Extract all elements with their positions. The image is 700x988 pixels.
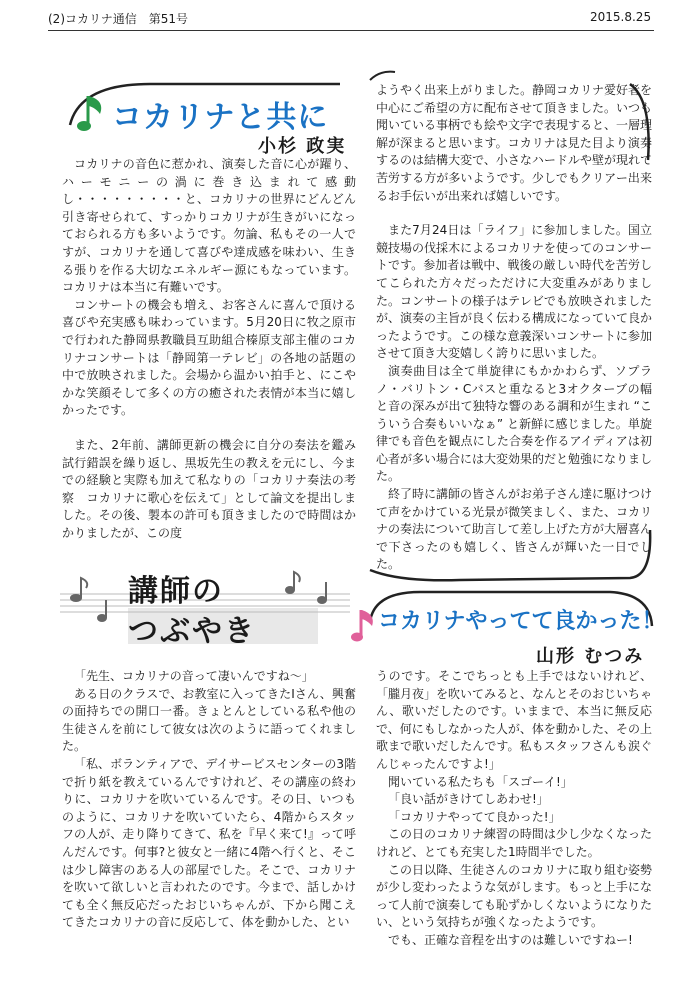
music-note-icon: [74, 92, 110, 138]
column-paragraph: 「先生、コカリナの音って凄いんですね〜」: [74, 669, 314, 683]
article2-title: コカリナやってて良かった！: [378, 609, 664, 634]
newsletter-issue: (2)コカリナ通信 第51号: [48, 12, 189, 26]
article1-paragraph: 演奏曲目は全て単旋律にもかかわらず、ソプラノ・バリトン・Cバスと重なると3オクターブの幅と音の深みが出て独特な響のある調和が生まれ “こういう合奏もいいなぁ” と新鮮に感じました。単旋律でも音色を観点にした合奏を作るアイディアは初心者が多い場合には大変効果的だと勉強になりました。: [376, 363, 653, 484]
article1-author: 小杉 政実: [258, 136, 347, 157]
article2-paragraph: でも、正確な音程を出すのは難しいですねー!: [388, 932, 633, 947]
article2-author: 山形 むつみ: [536, 646, 645, 667]
article1-left-column: [62, 156, 356, 542]
article2-paragraph: この日のコカリナ練習の時間は少し少なくなったけれど、とても充実した1時間半でした。: [376, 827, 652, 859]
article1-paragraph: また、2年前、講師更新の機会に自分の奏法を鑑み試行錯誤を繰り返し、黒坂先生の教えを元にし、今までの経験と実際も加えて私なりの「コカリナ奏法の考察 コカリナに歌心を伝えて」として論文を提出しました。その後、製本の許可も頂きましたので時間はかかりましたが、この度: [62, 437, 356, 540]
article1-paragraph: 終了時に講師の皆さんがお弟子さん達に駆けつけて声をかけている光景が微笑ましく、また、コカリナの奏法について助言して差し上げた方が大層喜んで下さったのも嬉しく、皆さんが輝いた一日でした。: [376, 487, 653, 572]
article1-paragraph: コンサートの機会も増え、お客さんに喜んで頂ける喜びや充実感も味わっています。5月20日に牧之原市で行われた静岡県教職員互助組合榛原支部主催のコカリナコンサートは「静岡第一テレビ」の各地の話題の中で放映されました。会場から温かい拍手と、にこやかな笑顔そして多くの方の癒された表情が本当に嬉しかったです。: [62, 297, 356, 418]
article2-paragraph: うのです。そこでちっとも上手ではないけれど、「朧月夜」を吹いてみると、なんとそのおじいちゃん、歌いだしたのです。いままで、本当に無反応で、何にもしなかった人が、体を動かした、その上歌まで歌いだしたんです。私もスタッフさんも涙ぐんじゃったんですよ!」: [376, 669, 653, 771]
column-paragraph: ある日のクラスで、お教室に入ってきたIさん、興奮の面持ちでの開口一番。きょとんとしている私や他の生徒さんを前にして彼女は次のように語ってくれました。: [62, 686, 356, 754]
article2-text: [376, 668, 652, 950]
column-title-line1: 講師の: [128, 574, 224, 609]
header-rule: [48, 30, 654, 31]
article1-paragraph: また7月24日は「ライフ」に参加しました。国立競技場の伐採木によるコカリナを使ってのコンサートです。参加者は戦中、戦後の厳しい時代を苦労してこられた方々だっただけに大変重みがありました。コンサートの様子はテレビでも放映されましたが、演奏の主旨が良く伝わる構成になっていて良かったようです。この様な意義深いコンサートに参加させて頂き大変嬉しく誇りに思いました。: [376, 223, 653, 361]
column-paragraph: 「私、ボランティアで、デイサービスセンターの3階で折り紙を教えているんですけれど、その講座の終わりに、コカリナを吹いているんです。その日、いつものように、コカリナを吹いていたら、4階からスタッフの人が、走り降りてきて、私を『早く来て!』って呼んだんです。何事?と彼女と一緒に4階へ行くと、そこは少し障害のある人の部屋でした。そこで、コカリナを吹いて欲しいと言われたのです。今まで、話しかけても全く無反応だったおじいちゃんが、下から聞こえてきたコカリナの音に反応して、体を動かした、とい: [62, 756, 356, 930]
column-left-text: [62, 668, 356, 932]
article1-paragraph: コカリナの音色に惹かれ、演奏した音に心が躍り、ハーモニーの渦に巻き込まれて感動し・・・・・・・・・と、コカリナの世界にどんどん引き寄せられて、すっかりコカリナが生きがいになっておられる方も多いようです。勿論、私もその一人ですが、コカリナを通して喜びや達成感を味わい、生きる張りを作る大切なエネルギー源にもなっています。コカリナは本当に有難いです。: [62, 157, 356, 295]
music-note-icon: [348, 606, 378, 648]
article1-title: コカリナと共に: [112, 100, 329, 135]
article2-paragraph: 「コカリナやってて良かった!」: [388, 809, 561, 824]
article2-paragraph: 「良い話がきけてしあわせ!」: [388, 792, 549, 807]
column-title-line2: つぶやき: [128, 614, 256, 649]
article2-paragraph: この日以降、生徒さんのコカリナに取り組む姿勢が少し変わったような気がします。もっと上手になって人前で演奏しても恥ずかしくないようになりたい、という気持ちが強くなったようです。: [376, 862, 653, 930]
article1-right-column: [376, 82, 652, 574]
article1-paragraph: ようやく出来上がりました。静岡コカリナ愛好者を中心にご希望の方に配布させて頂きました。いつも聞いている事柄でも絵や文字で表現すると、一層理解が深まると思います。コカリナは見た目より演奏するのは結構大変で、小さなハードルや壁が現れて苦労する方が多いようです。少しでもクリアー出来るお手伝いが出来れば嬉しいです。: [376, 83, 653, 203]
issue-date: 2015.8.25: [590, 10, 652, 24]
article2-paragraph: 聞いている私たちも「スゴーイ!」: [388, 774, 573, 789]
